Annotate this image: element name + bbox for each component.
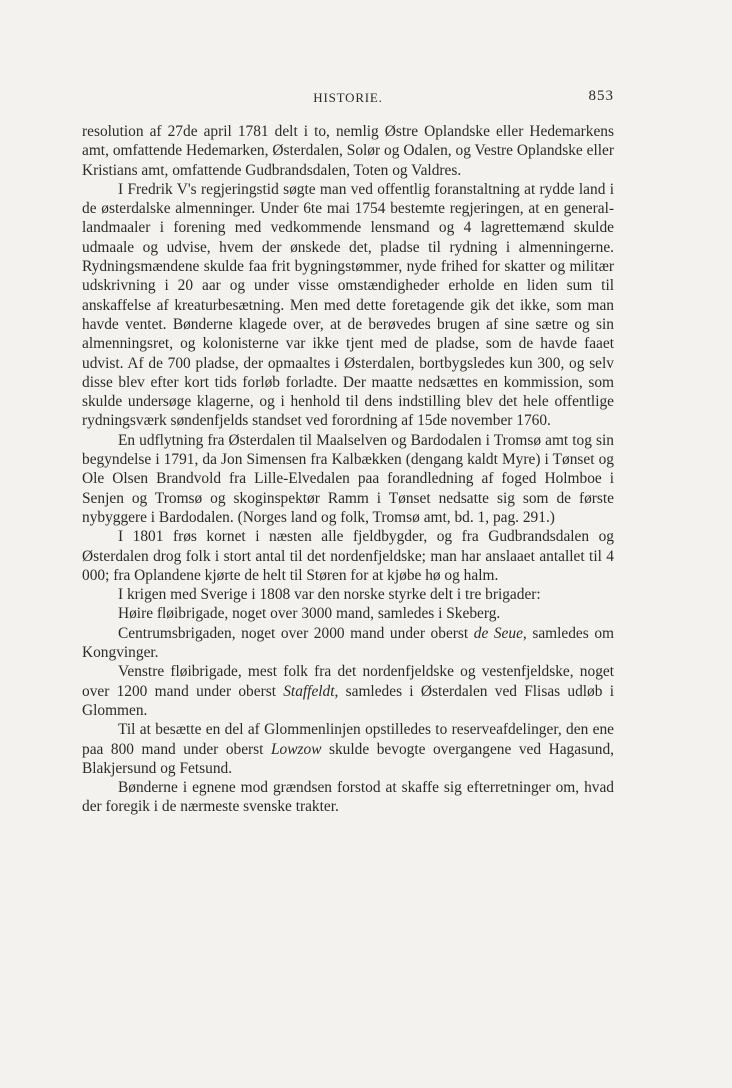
- officer-name: Lowzow: [270, 740, 322, 758]
- paragraph-text: I krigen med Sverige i 1808 var den norske styrke delt i tre brigader:: [118, 586, 541, 604]
- paragraph-text: Høire fløibrigade, noget over 3000 mand, samledes i Skeberg.: [118, 605, 501, 623]
- paragraph-text: , samledes om Kongvinger.: [82, 624, 614, 662]
- running-header: [82, 86, 614, 108]
- brigade-item: [82, 662, 614, 720]
- paragraph: [82, 778, 614, 817]
- brigade-item: [82, 604, 614, 623]
- paragraph-text: resolution af 27de april 1781 delt i to, nemlig Østre Oplandske eller Hedemarkens amt, omfattende Hedemarken, Østerdalen, Solør og Odalen, og Vestre Oplandske eller Kristians amt, omfattende Gudbrandsdalen, Toten og Valdres.: [82, 123, 614, 179]
- paragraph-text: skulde bevogte overgangene ved Hagasund, Blakjersund og Fetsund.: [82, 740, 614, 777]
- paragraph: [82, 720, 614, 778]
- officer-name: Staffeldt: [283, 682, 335, 700]
- paragraph: [82, 585, 614, 604]
- officer-name: de Seue: [473, 624, 523, 642]
- paragraph-text: Til at besætte en del af Glommenlinjen opstilledes to reserveafdelinger, den ene paa 800 mand under oberst: [82, 721, 614, 758]
- paragraph-text: En udflytning fra Østerdalen til Maalselven og Bardodalen i Tromsø amt tog sin begyndelse i 1791, da Jon Simensen fra Kalbækken (dengang kaldt Myre) i Tønset og Ole Olsen Brandvold fra Lille-Elvedalen paa forandledning af foged Holmboe i Senjen og Tromsø og skoginspektør Ramm i Tønset nedsatte sig som de første nybyggere i Bardodalen. (Norges land og folk, Tromsø amt, bd. 1, pag. 291.): [82, 431, 614, 526]
- body-text: [82, 122, 614, 817]
- paragraph-text: , samledes i Østerdalen ved Flisas udløb i Glommen.: [82, 682, 614, 719]
- paragraph-text: Venstre fløibrigade, mest folk fra det nordenfjeldske og vestenfjeldske, noget over 1200 mand under oberst: [82, 663, 614, 700]
- running-title: HISTORIE.: [313, 90, 383, 105]
- paragraph: [82, 122, 614, 180]
- paragraph-text: I Fredrik V's regjeringstid søgte man ved offentlig foranstaltning at rydde land i de østerdalske almenninger. Under 6te mai 1754 bestemte regjeringen, at en general-landmaaler i forening med vedkommende lensmand og 4 lagrettemænd skulde udmaale og udvise, hvem der ønskede det, pladse til rydning i almenningerne. Rydningsmændene skulde faa frit bygningstømmer, nyde frihed for skatter og militær udskrivning i 20 aar og under visse omstændigheder erholde en liden sum til anskaffelse af kreaturbesætning. Men med dette foretagende gik det ikke, som man havde ventet. Bønderne klagede over, at de berøvedes brugen af sine sætre og sin almenningsret, og kolonisterne var ikke tjent med de pladse, som de havde faaet udvist. Af de 700 pladse, der opmaaltes i Østerdalen, bortbygsledes kun 300, og selv disse blev efter kort tids forløb forladte. Der maatte nedsættes en kommission, som skulde undersøge klagerne, og i henhold til dens indstilling blev det hele offentlige rydningsværk søndenfjelds standset ved forordning af 15de november 1760.: [82, 180, 614, 430]
- brigade-item: [82, 624, 614, 663]
- paragraph: [82, 180, 614, 431]
- paragraph-text: Centrumsbrigaden, noget over 2000 mand under oberst: [118, 624, 469, 642]
- page-number: 853: [588, 88, 614, 104]
- paragraph: [82, 527, 614, 585]
- paragraph-text: Bønderne i egnene mod grændsen forstod at skaffe sig efterretninger om, hvad der foregik i de nærmeste svenske trakter.: [82, 779, 614, 816]
- paragraph-text: I 1801 frøs kornet i næsten alle fjeldbygder, og fra Gudbrandsdalen og Østerdalen drog folk i stort antal til det nordenfjeldske; man har anslaaet antallet til 4 000; fra Oplandene kjørte de helt til Støren for at kjøbe hø og halm.: [82, 528, 614, 584]
- paragraph: [82, 431, 614, 527]
